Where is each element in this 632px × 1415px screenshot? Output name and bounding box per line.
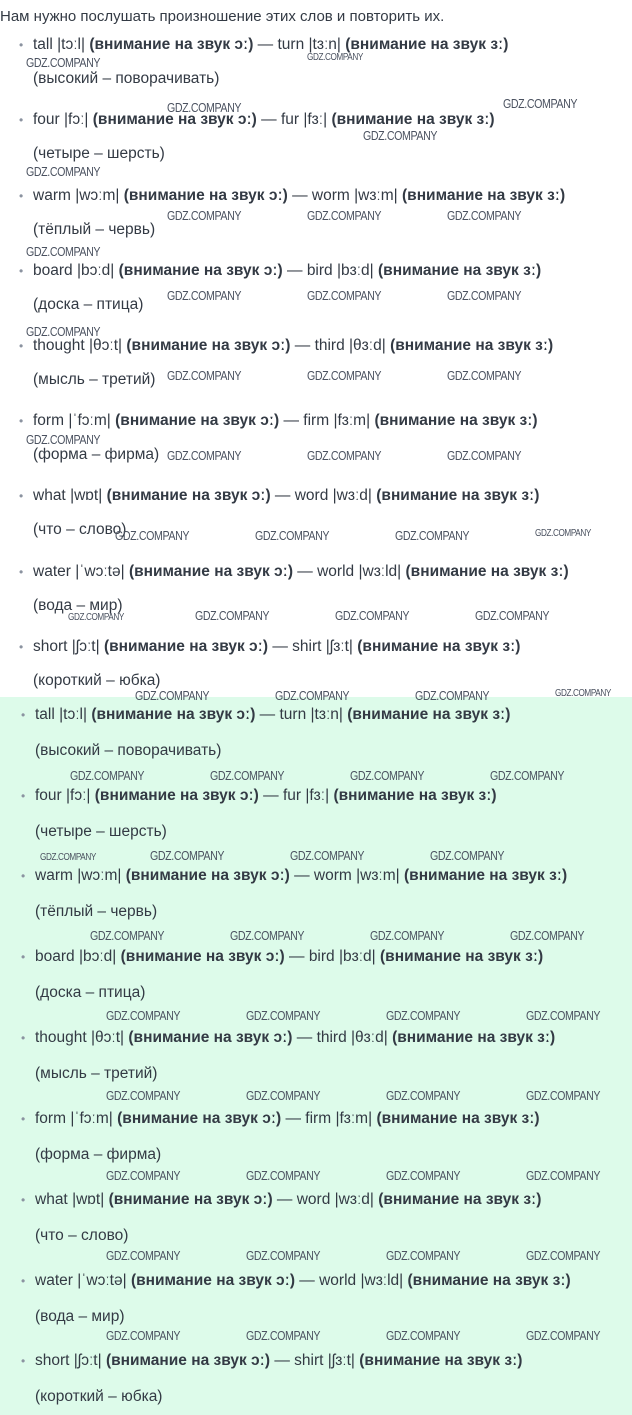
watermark-text: GDZ.COMPANY bbox=[246, 1248, 321, 1263]
word-1: form bbox=[33, 412, 64, 429]
bullet-icon: • bbox=[19, 264, 24, 278]
watermark-text: GDZ.COMPANY bbox=[167, 368, 242, 383]
dash: — bbox=[274, 1352, 290, 1369]
watermark-text: GDZ.COMPANY bbox=[106, 1088, 181, 1103]
watermark-text: GDZ.COMPANY bbox=[386, 1008, 461, 1023]
word-1: tall bbox=[33, 36, 53, 53]
word-1: four bbox=[33, 111, 60, 128]
list-item bbox=[21, 1272, 627, 1325]
list-item bbox=[19, 638, 628, 689]
list-item bbox=[21, 867, 627, 920]
word-2: turn bbox=[279, 706, 307, 723]
watermark-text: GDZ.COMPANY bbox=[526, 1328, 601, 1343]
transcription-2: |ʃɜːt| bbox=[325, 638, 353, 655]
word-2: fur bbox=[282, 787, 302, 804]
transcription-2: |wɜːm| bbox=[354, 187, 398, 204]
watermark-text: GDZ.COMPANY bbox=[430, 848, 505, 863]
bullet-icon: • bbox=[21, 789, 26, 803]
word-1: water bbox=[35, 1272, 73, 1289]
watermark-text: GDZ.COMPANY bbox=[307, 208, 382, 223]
transcription-1: |ʃɔːt| bbox=[73, 1352, 102, 1369]
note-2: (внимание на звук ɜː) bbox=[376, 1110, 540, 1127]
dash: — bbox=[261, 111, 277, 128]
watermark-text: GDZ.COMPANY bbox=[526, 1168, 601, 1183]
word-1: board bbox=[33, 262, 73, 279]
transcription-2: |wɜːd| bbox=[334, 1191, 374, 1208]
note-1: (внимание на звук ɔː) bbox=[128, 563, 293, 580]
watermark-text: GDZ.COMPANY bbox=[167, 208, 242, 223]
list-item bbox=[21, 787, 627, 840]
watermark-text: GDZ.COMPANY bbox=[167, 288, 242, 303]
word-1: form bbox=[35, 1110, 66, 1127]
dash: — bbox=[259, 706, 276, 723]
dash: — bbox=[276, 1191, 293, 1208]
watermark-text: GDZ.COMPANY bbox=[230, 928, 305, 943]
word-1: water bbox=[33, 563, 71, 580]
note-2: (внимание на звук ɜː) bbox=[402, 187, 566, 204]
transcription-1: |ˈfɔːm| bbox=[68, 412, 111, 429]
note-2: (внимание на звук ɜː) bbox=[376, 487, 540, 504]
transcription-2: |wɜːld| bbox=[358, 563, 402, 580]
watermark-text: GDZ.COMPANY bbox=[40, 852, 96, 863]
transcription-1: |wɒt| bbox=[70, 487, 103, 504]
note-1: (внимание на звук ɔː) bbox=[91, 706, 256, 723]
word-1: warm bbox=[33, 187, 71, 204]
dash: — bbox=[272, 638, 288, 655]
transcription-2: |θɜːd| bbox=[351, 1029, 388, 1046]
watermark-text: GDZ.COMPANY bbox=[135, 688, 210, 703]
watermark-text: GDZ.COMPANY bbox=[370, 928, 445, 943]
word-2: fur bbox=[280, 111, 300, 128]
note-1: (внимание на звук ɔː) bbox=[92, 111, 257, 128]
bullet-icon: • bbox=[19, 565, 24, 579]
watermark-text: GDZ.COMPANY bbox=[490, 768, 565, 783]
watermark-text: GDZ.COMPANY bbox=[246, 1328, 321, 1343]
transcription-1: |ˈwɔːtə| bbox=[75, 563, 125, 580]
word-1: board bbox=[35, 948, 75, 965]
transcription-1: |θɔːt| bbox=[89, 337, 123, 354]
intro-text: Нам нужно послушать произношение этих слов и повторить их. bbox=[0, 8, 445, 25]
watermark-text: GDZ.COMPANY bbox=[415, 688, 490, 703]
note-2: (внимание на звук ɜː) bbox=[347, 706, 511, 723]
bullet-icon: • bbox=[19, 339, 24, 353]
item-line bbox=[35, 949, 627, 965]
note-1: (внимание на звук ɔː) bbox=[105, 1352, 270, 1369]
watermark-text: GDZ.COMPANY bbox=[510, 928, 585, 943]
watermark-text: GDZ.COMPANY bbox=[307, 368, 382, 383]
word-2: third bbox=[316, 1029, 347, 1046]
transcription-1: |fɔː| bbox=[66, 787, 91, 804]
item-line bbox=[35, 1273, 627, 1289]
list-item bbox=[21, 1110, 627, 1163]
note-1: (внимание на звук ɔː) bbox=[103, 638, 268, 655]
watermark-text: GDZ.COMPANY bbox=[246, 1008, 321, 1023]
dash: — bbox=[257, 36, 274, 53]
dash: — bbox=[289, 948, 305, 965]
note-2: (внимание на звук ɜː) bbox=[405, 563, 569, 580]
watermark-text: GDZ.COMPANY bbox=[307, 52, 363, 63]
dash: — bbox=[294, 337, 311, 354]
word-1: thought bbox=[35, 1029, 87, 1046]
watermark-text: GDZ.COMPANY bbox=[106, 1008, 181, 1023]
transcription-2: |wɜːd| bbox=[332, 487, 372, 504]
transcription-2: |fɜː| bbox=[303, 111, 328, 128]
list-item bbox=[21, 1191, 627, 1244]
list-item bbox=[19, 563, 628, 614]
bullet-icon: • bbox=[19, 113, 24, 127]
list-item bbox=[21, 948, 627, 1001]
translation: (доска – птица) bbox=[33, 296, 144, 313]
item-line bbox=[33, 413, 628, 429]
bullet-icon: • bbox=[21, 1274, 26, 1288]
watermark-text: GDZ.COMPANY bbox=[106, 1168, 181, 1183]
transcription-1: |tɔːl| bbox=[57, 36, 85, 53]
transcription-2: |fɜːm| bbox=[333, 412, 371, 429]
bullet-icon: • bbox=[19, 489, 24, 503]
bullet-icon: • bbox=[21, 869, 26, 883]
translation: (мысль – третий) bbox=[33, 371, 156, 388]
item-line bbox=[33, 338, 628, 354]
translation: (четыре – шерсть) bbox=[33, 145, 165, 162]
dash: — bbox=[297, 563, 313, 580]
note-1: (внимание на звук ɔː) bbox=[106, 487, 271, 504]
note-1: (внимание на звук ɔː) bbox=[125, 867, 290, 884]
note-2: (внимание на звук ɜː) bbox=[407, 1272, 571, 1289]
note-1: (внимание на звук ɔː) bbox=[89, 36, 254, 53]
bullet-icon: • bbox=[21, 1031, 26, 1045]
item-line bbox=[33, 37, 628, 53]
word-2: firm bbox=[303, 412, 330, 429]
word-1: short bbox=[33, 638, 68, 655]
bullet-icon: • bbox=[19, 38, 24, 52]
watermark-text: GDZ.COMPANY bbox=[26, 324, 101, 339]
word-2: bird bbox=[308, 948, 335, 965]
watermark-text: GDZ.COMPANY bbox=[535, 528, 591, 539]
word-1: warm bbox=[35, 867, 73, 884]
transcription-2: |tɜːn| bbox=[310, 706, 343, 723]
watermark-text: GDZ.COMPANY bbox=[475, 608, 550, 623]
watermark-text: GDZ.COMPANY bbox=[386, 1088, 461, 1103]
bullet-icon: • bbox=[21, 1193, 26, 1207]
bullet-icon: • bbox=[21, 708, 26, 722]
watermark-text: GDZ.COMPANY bbox=[526, 1008, 601, 1023]
note-1: (внимание на звук ɔː) bbox=[126, 337, 291, 354]
translation: (тёплый – червь) bbox=[33, 221, 156, 238]
transcription-1: |bɔːd| bbox=[78, 948, 117, 965]
watermark-text: GDZ.COMPANY bbox=[106, 1248, 181, 1263]
dash: — bbox=[274, 487, 291, 504]
note-2: (внимание на звук ɜː) bbox=[404, 867, 568, 884]
translation: (короткий – юбка) bbox=[33, 672, 161, 689]
watermark-text: GDZ.COMPANY bbox=[150, 848, 225, 863]
watermark-text: GDZ.COMPANY bbox=[246, 1088, 321, 1103]
word-1: tall bbox=[35, 706, 55, 723]
watermark-text: GDZ.COMPANY bbox=[255, 528, 330, 543]
bullet-icon: • bbox=[21, 1354, 26, 1368]
transcription-1: |θɔːt| bbox=[91, 1029, 125, 1046]
note-2: (внимание на звук ɜː) bbox=[345, 36, 509, 53]
word-1: thought bbox=[33, 337, 85, 354]
transcription-1: |wɒt| bbox=[72, 1191, 105, 1208]
translation: (короткий – юбка) bbox=[35, 1388, 163, 1405]
watermark-text: GDZ.COMPANY bbox=[246, 1168, 321, 1183]
watermark-text: GDZ.COMPANY bbox=[70, 768, 145, 783]
transcription-1: |wɔːm| bbox=[77, 867, 122, 884]
transcription-1: |ˈfɔːm| bbox=[70, 1110, 113, 1127]
item-line bbox=[35, 1111, 627, 1127]
translation: (форма – фирма) bbox=[33, 446, 160, 463]
watermark-text: GDZ.COMPANY bbox=[290, 848, 365, 863]
word-2: word bbox=[294, 487, 329, 504]
note-2: (внимание на звук ɜː) bbox=[390, 337, 554, 354]
dash: — bbox=[283, 412, 299, 429]
watermark-text: GDZ.COMPANY bbox=[167, 100, 242, 115]
watermark-text: GDZ.COMPANY bbox=[90, 928, 165, 943]
item-line bbox=[35, 1192, 627, 1208]
transcription-1: |bɔːd| bbox=[76, 262, 115, 279]
watermark-text: GDZ.COMPANY bbox=[447, 448, 522, 463]
note-1: (внимание на звук ɔː) bbox=[118, 262, 283, 279]
translation: (форма – фирма) bbox=[35, 1146, 162, 1163]
note-2: (внимание на звук ɜː) bbox=[380, 948, 544, 965]
translation: (что – слово) bbox=[35, 1227, 129, 1244]
watermark-text: GDZ.COMPANY bbox=[386, 1168, 461, 1183]
translation: (что – слово) bbox=[33, 521, 127, 538]
watermark-text: GDZ.COMPANY bbox=[363, 128, 438, 143]
note-1: (внимание на звук ɔː) bbox=[117, 1110, 282, 1127]
dash: — bbox=[263, 787, 279, 804]
translation: (доска – птица) bbox=[35, 984, 146, 1001]
note-2: (внимание на звук ɜː) bbox=[357, 638, 521, 655]
watermark-text: GDZ.COMPANY bbox=[526, 1248, 601, 1263]
item-line bbox=[35, 868, 627, 884]
note-1: (внимание на звук ɔː) bbox=[123, 187, 288, 204]
note-2: (внимание на звук ɜː) bbox=[378, 262, 542, 279]
watermark-text: GDZ.COMPANY bbox=[350, 768, 425, 783]
transcription-1: |ˈwɔːtə| bbox=[77, 1272, 127, 1289]
watermark-text: GDZ.COMPANY bbox=[68, 612, 124, 623]
watermark-text: GDZ.COMPANY bbox=[447, 208, 522, 223]
bullet-icon: • bbox=[19, 640, 24, 654]
watermark-text: GDZ.COMPANY bbox=[195, 608, 270, 623]
word-list-highlighted bbox=[0, 697, 632, 1415]
word-2: firm bbox=[305, 1110, 332, 1127]
item-line bbox=[33, 112, 628, 128]
bullet-icon: • bbox=[19, 414, 24, 428]
word-1: what bbox=[33, 487, 66, 504]
translation: (вода – мир) bbox=[33, 597, 123, 614]
transcription-2: |tɜːn| bbox=[308, 36, 341, 53]
transcription-2: |θɜːd| bbox=[349, 337, 386, 354]
watermark-text: GDZ.COMPANY bbox=[106, 1328, 181, 1343]
watermark-text: GDZ.COMPANY bbox=[447, 288, 522, 303]
item-line bbox=[35, 1030, 627, 1046]
translation: (вода – мир) bbox=[35, 1308, 125, 1325]
watermark-text: GDZ.COMPANY bbox=[115, 528, 190, 543]
watermark-text: GDZ.COMPANY bbox=[26, 432, 101, 447]
dash: — bbox=[285, 1110, 301, 1127]
word-1: what bbox=[35, 1191, 68, 1208]
word-2: worm bbox=[311, 187, 350, 204]
transcription-2: |bɜːd| bbox=[336, 262, 374, 279]
list-item bbox=[21, 1029, 627, 1082]
translation: (высокий – поворачивать) bbox=[33, 70, 220, 87]
word-2: worm bbox=[313, 867, 352, 884]
note-1: (внимание на звук ɔː) bbox=[130, 1272, 295, 1289]
note-1: (внимание на звук ɔː) bbox=[128, 1029, 293, 1046]
item-line bbox=[35, 788, 627, 804]
bullet-icon: • bbox=[19, 189, 24, 203]
dash: — bbox=[287, 262, 303, 279]
watermark-text: GDZ.COMPANY bbox=[167, 448, 242, 463]
transcription-1: |fɔː| bbox=[64, 111, 89, 128]
note-2: (внимание на звук ɜː) bbox=[333, 787, 497, 804]
watermark-text: GDZ.COMPANY bbox=[307, 448, 382, 463]
transcription-2: |ʃɜːt| bbox=[327, 1352, 355, 1369]
transcription-1: |wɔːm| bbox=[75, 187, 120, 204]
watermark-text: GDZ.COMPANY bbox=[335, 608, 410, 623]
note-2: (внимание на звук ɜː) bbox=[392, 1029, 556, 1046]
item-line bbox=[33, 188, 628, 204]
word-2: bird bbox=[306, 262, 333, 279]
list-item bbox=[21, 706, 627, 759]
watermark-text: GDZ.COMPANY bbox=[555, 688, 611, 699]
word-2: third bbox=[314, 337, 345, 354]
transcription-2: |wɜːm| bbox=[356, 867, 400, 884]
note-1: (внимание на звук ɔː) bbox=[108, 1191, 273, 1208]
note-2: (внимание на звук ɜː) bbox=[374, 412, 538, 429]
word-2: world bbox=[317, 563, 355, 580]
dash: — bbox=[294, 867, 310, 884]
dash: — bbox=[296, 1029, 313, 1046]
dash: — bbox=[292, 187, 308, 204]
word-2: word bbox=[296, 1191, 331, 1208]
note-1: (внимание на звук ɔː) bbox=[94, 787, 259, 804]
word-2: shirt bbox=[294, 1352, 324, 1369]
watermark-text: GDZ.COMPANY bbox=[526, 1088, 601, 1103]
word-2: turn bbox=[277, 36, 305, 53]
item-line bbox=[33, 263, 628, 279]
transcription-2: |fɜː| bbox=[305, 787, 330, 804]
word-2: shirt bbox=[292, 638, 322, 655]
list-item bbox=[21, 1352, 627, 1405]
translation: (тёплый – червь) bbox=[35, 903, 158, 920]
translation: (четыре – шерсть) bbox=[35, 823, 167, 840]
watermark-text: GDZ.COMPANY bbox=[275, 688, 350, 703]
watermark-text: GDZ.COMPANY bbox=[503, 96, 578, 111]
item-line bbox=[33, 564, 628, 580]
transcription-2: |wɜːld| bbox=[360, 1272, 404, 1289]
note-1: (внимание на звук ɔː) bbox=[115, 412, 280, 429]
transcription-2: |bɜːd| bbox=[338, 948, 376, 965]
note-2: (внимание на звук ɜː) bbox=[331, 111, 495, 128]
note-2: (внимание на звук ɜː) bbox=[359, 1352, 523, 1369]
bullet-icon: • bbox=[21, 950, 26, 964]
watermark-text: GDZ.COMPANY bbox=[26, 55, 101, 70]
watermark-text: GDZ.COMPANY bbox=[26, 164, 101, 179]
note-1: (внимание на звук ɔː) bbox=[120, 948, 285, 965]
bullet-icon: • bbox=[21, 1112, 26, 1126]
word-1: short bbox=[35, 1352, 70, 1369]
word-2: world bbox=[319, 1272, 357, 1289]
note-2: (внимание на звук ɜː) bbox=[378, 1191, 542, 1208]
watermark-text: GDZ.COMPANY bbox=[395, 528, 470, 543]
dash: — bbox=[299, 1272, 315, 1289]
watermark-text: GDZ.COMPANY bbox=[210, 768, 285, 783]
watermark-text: GDZ.COMPANY bbox=[307, 288, 382, 303]
word-1: four bbox=[35, 787, 62, 804]
translation: (мысль – третий) bbox=[35, 1065, 158, 1082]
watermark-text: GDZ.COMPANY bbox=[26, 244, 101, 259]
item-line bbox=[35, 707, 627, 723]
item-line bbox=[35, 1353, 627, 1369]
transcription-1: |tɔːl| bbox=[59, 706, 87, 723]
item-line bbox=[33, 639, 628, 655]
watermark-text: GDZ.COMPANY bbox=[386, 1328, 461, 1343]
transcription-1: |ʃɔːt| bbox=[71, 638, 100, 655]
watermark-text: GDZ.COMPANY bbox=[447, 368, 522, 383]
transcription-2: |fɜːm| bbox=[335, 1110, 373, 1127]
translation: (высокий – поворачивать) bbox=[35, 742, 222, 759]
item-line bbox=[33, 488, 628, 504]
watermark-text: GDZ.COMPANY bbox=[386, 1248, 461, 1263]
